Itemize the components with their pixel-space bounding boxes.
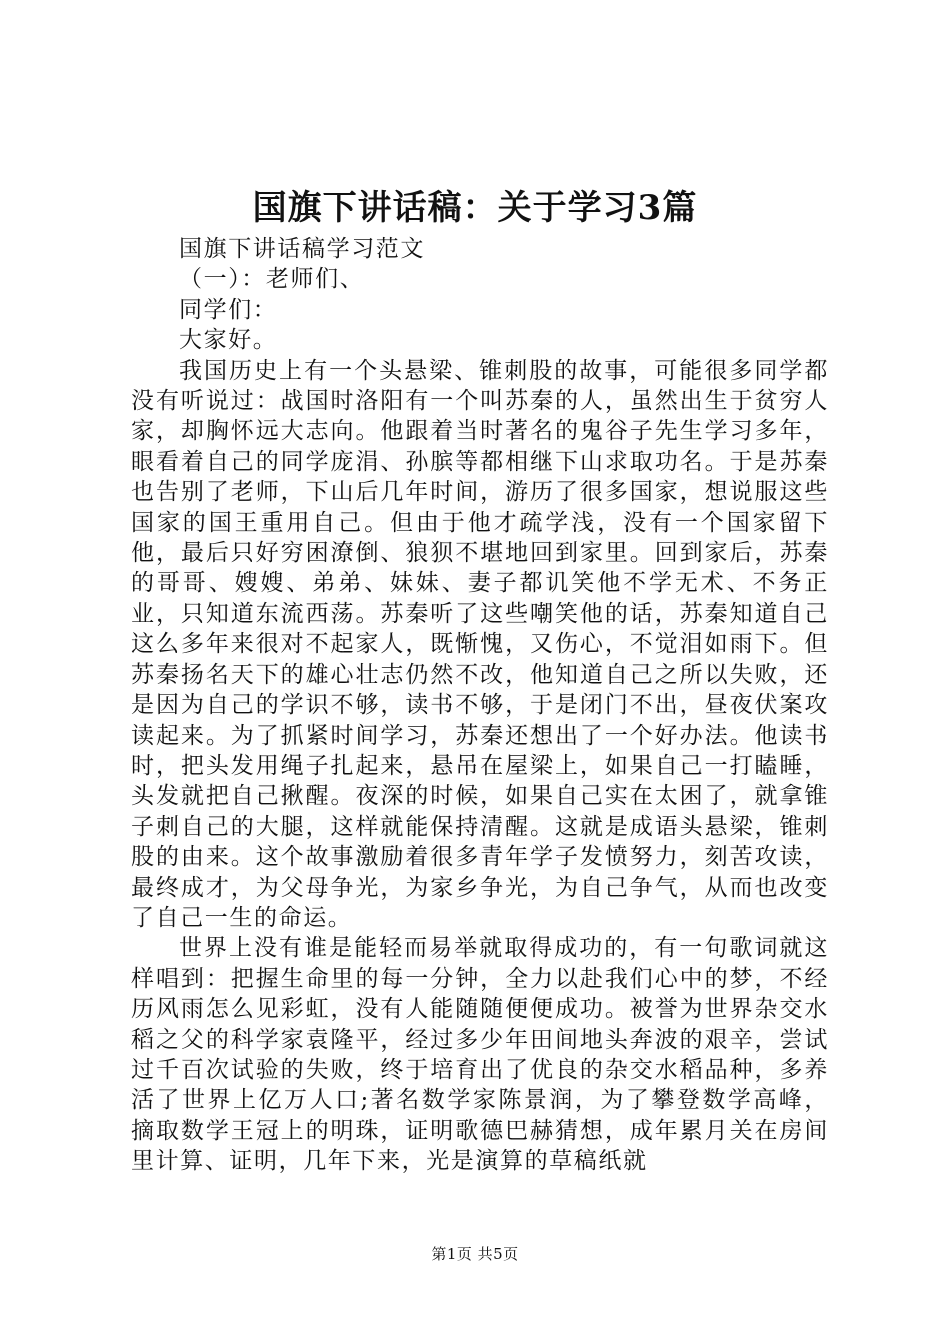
document-body <box>131 234 829 1177</box>
subtitle-line: 国旗下讲话稿学习范文 <box>179 236 425 262</box>
greeting-line-3: 大家好。 <box>179 327 278 354</box>
greeting-line-1: （一）：老师们、 <box>179 266 365 293</box>
paragraph-su-qin-story: 我国历史上有一个头悬梁、锥刺股的故事，可能很多同学都没有听说过：战国时洛阳有一个叫苏秦的人，虽然出生于贫穷人家，却胸怀远大志向。他跟着当时著名的鬼谷子先生学习多年，眼看着自己的同学庞涓、孙膑等都相继下山求取功名。于是苏秦也告别了老师，下山后几年时间，游历了很多国家，想说服这些国家的国王重用自己。但由于他才疏学浅，没有一个国家留下他，最后只好穷困潦倒、狼狈不堪地回到家里。回到家后，苏秦的哥哥、嫂嫂、弟弟、妹妹、妻子都讥笑他不学无术、不务正业，只知道东流西荡。苏秦听了这些嘲笑他的话，苏秦知道自己这么多年来很对不起家人，既惭愧，又伤心，不觉泪如雨下。但苏秦扬名天下的雄心壮志仍然不改，他知道自己之所以失败，还是因为自己的学识不够，读书不够，于是闭门不出，昼夜伏案攻读起来。为了抓紧时间学习，苏秦还想出了一个好办法。他读书时，把头发用绳子扎起来，悬吊在屋梁上，如果自己一打瞌睡，头发就把自己揪醒。夜深的时候，如果自己实在太困了，就拿锥子刺自己的大腿，这样就能保持清醒。这就是成语头悬梁，锥刺股的由来。这个故事激励着很多青年学子发愤努力，刻苦攻读，最终成才，为父母争光，为家乡争光，为自己争气，从而也改变了自己一生的命运。 <box>131 357 829 931</box>
paragraph-success-examples: 世界上没有谁是能轻而易举就取得成功的，有一句歌词就这样唱到：把握生命里的每一分钟，全力以赴我们心中的梦，不经历风雨怎么见彩虹，没有人能随随便便成功。被誉为世界杂交水稻之父的科学家袁隆平，经过多少年田间地头奔波的艰辛，尝试过千百次试验的失败，终于培育出了优良的杂交水稻品种，多养活了世界上亿万人口;著名数学家陈景润，为了攀登数学高峰，摘取数学王冠上的明珠，证明歌德巴赫猜想，成年累月关在房间里计算、证明，几年下来，光是演算的草稿纸就 <box>131 935 829 1175</box>
page-footer: 第1页 共5页 <box>431 1245 519 1263</box>
greeting-line-2: 同学们： <box>179 296 278 323</box>
document-title: 国旗下讲话稿：关于学习3篇 <box>252 188 698 228</box>
